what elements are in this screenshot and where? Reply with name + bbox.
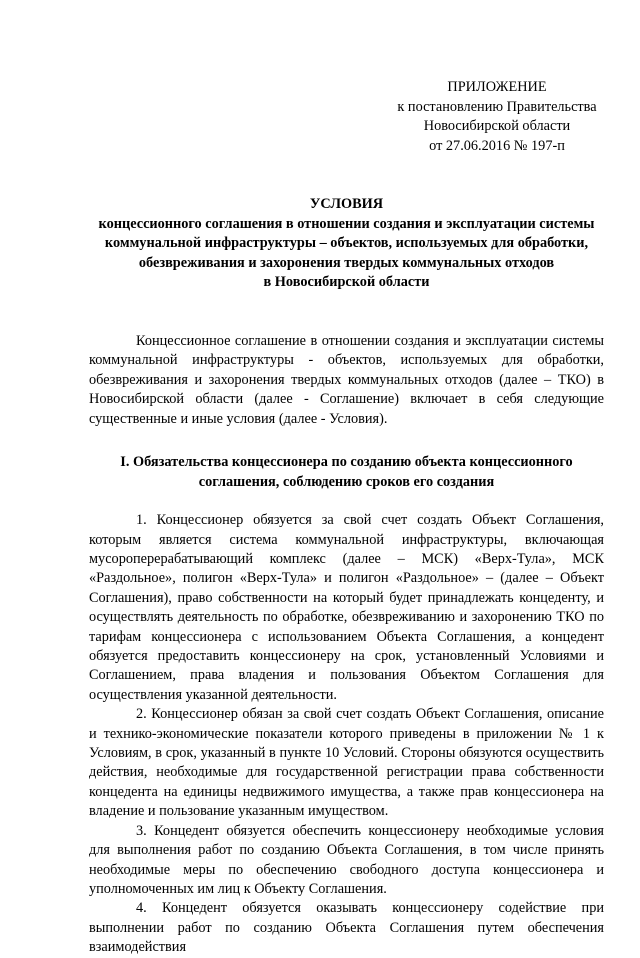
title-line-1: концессионного соглашения в отношении создания и эксплуатации системы — [98, 215, 595, 232]
section-1-heading-line-1: I. Обязательства концессионера по созданию объекта концессионного — [120, 454, 573, 470]
paragraph-3: 3. Концедент обязуется обеспечить концессионеру необходимые условия для выполнения работ по созданию Объекта Соглашения, в том числе принять необходимые меры по обеспечению свободного доступа концессионера и уполномоченных им лиц к Объекту Соглашения. — [89, 822, 604, 897]
title-heading: УСЛОВИЯ — [309, 196, 384, 212]
paragraph-1: 1. Концессионер обязуется за свой счет создать Объект Соглашения, которым является система коммунальной инфраструктуры, включающая мусороперерабатывающий комплекс (далее – МСК) «Верх-Тула», МСК «Раздольное», полигон «Верх-Тула» и полигон «Раздольное» – (далее – Объект Соглашения), право собственности на который будет принадлежать концеденту, и осуществлять деятельность по обработке, обезвреживанию и захоронению ТКО по тарифам концессионера с использованием Объекта Соглашения, а концедент обязуется предоставить концессионеру на срок, установленный Условиями и Соглашением, права владения и пользования Объектом Соглашения для осуществления указанной деятельности. — [89, 512, 604, 703]
appendix-region: Новосибирской области — [423, 118, 571, 134]
document-title — [89, 195, 604, 293]
appendix-date-number: от 27.06.2016 № 197-п — [429, 137, 565, 154]
paragraph-4: 4. Концедент обязуется оказывать концессионеру содействие при выполнении работ по созданию Объекта Соглашения путем обеспечения взаимодействия — [89, 900, 604, 956]
paragraph-2: 2. Концессионер обязан за свой счет создать Объект Соглашения, описание и технико-экономические показатели которого приведены в приложении № 1 к Условиям, в срок, указанный в пункте 10 Условий. Стороны обязуются осуществить действия, необходимые для государственной регистрации права собственности концедента на единицы недвижимого имущества, а также прав концессионера на владение и пользование указанным имуществом. — [89, 706, 604, 820]
title-line-4: в Новосибирской области — [263, 274, 430, 291]
appendix-resolution: к постановлению Правительства — [397, 98, 597, 115]
section-1-heading — [89, 453, 604, 492]
title-line-3: обезвреживания и захоронения твердых коммунальных отходов — [138, 254, 555, 271]
title-line-2: коммунальной инфраструктуры – объектов, используемых для обработки, — [104, 235, 589, 252]
intro-paragraph: Концессионное соглашение в отношении создания и эксплуатации системы коммунальной инфраструктуры - объектов, используемых для обработки, обезвреживания и захоронения твердых коммунальных отходов (далее – ТКО) в Новосибирской области (далее - Соглашение) включает в себя следующие существенные и иные условия (далее - Условия). — [89, 332, 604, 427]
appendix-label: ПРИЛОЖЕНИЕ — [447, 79, 547, 95]
appendix-header — [389, 78, 605, 156]
section-1-heading-line-2: соглашения, соблюдению сроков его создания — [198, 473, 495, 490]
